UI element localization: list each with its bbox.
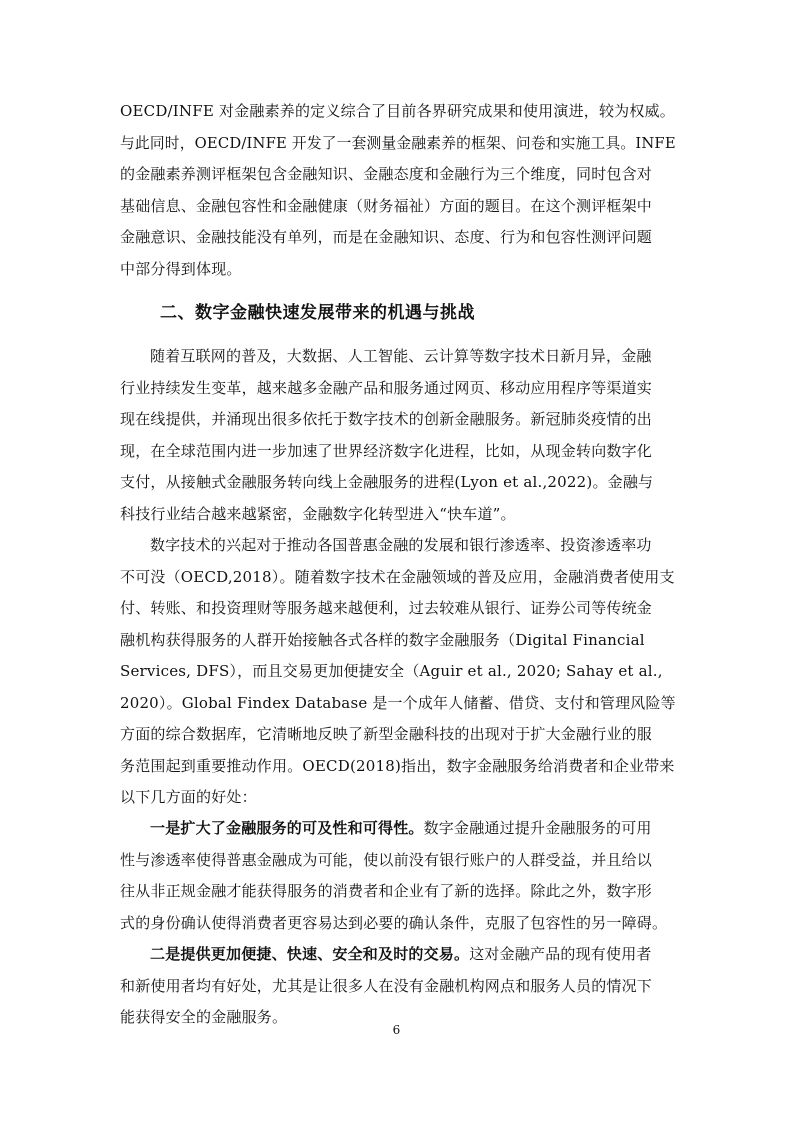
paragraph-first-line: [120, 813, 676, 845]
paragraph-line: 融机构获得服务的人群开始接触各式各样的数字金融服务（Digital Financial: [120, 630, 645, 649]
paragraph-line: 随着互联网的普及，大数据、人工智能、云计算等数字技术日新月异，金融: [150, 347, 652, 365]
paragraph-line: 中部分得到体现。: [120, 259, 242, 278]
paragraph-digital-tech-change: [120, 341, 676, 530]
paragraph-line: 的金融素养测评框架包含金融知识、金融态度和金融行为三个维度，同时包含对: [120, 165, 653, 183]
paragraph-line: 金融意识、金融技能没有单列，而是在金融知识、态度、行为和包容性测评问题: [120, 228, 653, 246]
paragraph-benefit-convenience: [120, 939, 676, 1034]
paragraph-line: 与此同时，OECD/INFE 开发了一套测量金融素养的框架、问卷和实施工具。INFE: [120, 133, 676, 152]
paragraph-line: 能获得安全的金融服务。: [120, 1008, 288, 1026]
paragraph-inclusive-finance: [120, 530, 676, 814]
paragraph-line: 式的身份确认使得消费者更容易达到必要的确认条件，克服了包容性的另一障碍。: [120, 913, 668, 932]
paragraph-line: 不可没（OECD,2018）。随着数字技术在金融领域的普及应用，金融消费者使用支: [120, 567, 675, 586]
benefit-lead-text: 一是扩大了金融服务的可及性和可得性。: [150, 819, 424, 837]
paragraph-line: 支付，从接触式金融服务转向线上金融服务的进程(Lyon et al.,2022)。金融与: [120, 473, 654, 491]
paragraph-first-line: [120, 939, 676, 971]
paragraph-line: Services, DFS），而且交易更加便捷安全（Aguir et al., 2020; Sahay et al.,: [120, 662, 663, 680]
paragraph-line: 付、转账、和投资理财等服务越来越便利，过去较难从银行、证券公司等传统金: [120, 599, 653, 617]
paragraph-line: 务范围起到重要推动作用。OECD(2018)指出，数字金融服务给消费者和企业带来: [120, 756, 675, 775]
paragraph-line: 方面的综合数据库，它清晰地反映了新型金融科技的出现对于扩大金融行业的服: [120, 725, 653, 743]
paragraph-line: 科技行业结合越来越紧密，金融数字化转型进入“快车道”。: [120, 504, 516, 523]
paragraph-line: 数字技术的兴起对于推动各国普惠金融的发展和银行渗透率、投资渗透率功: [150, 536, 652, 554]
paragraph-line: 往从非正规金融才能获得服务的消费者和企业有了新的选择。除此之外，数字形: [120, 882, 653, 900]
paragraph-line: 性与渗透率使得普惠金融成为可能，使以前没有银行账户的人群受益，并且给以: [120, 850, 653, 869]
paragraph-line: 行业持续发生变革，越来越多金融产品和服务通过网页、移动应用程序等渠道实: [120, 378, 653, 397]
paragraph-line: 现，在全球范围内进一步加速了世界经济数字化进程，比如，从现金转向数字化: [120, 441, 653, 460]
paragraph-line: 以下几方面的好处：: [120, 788, 257, 806]
paragraph-line: 现在线提供，并涌现出很多依托于数字技术的创新金融服务。新冠肺炎疫情的出: [120, 410, 653, 428]
paragraph-benefit-accessibility: [120, 813, 676, 939]
paragraph-line: 基础信息、金融包容性和金融健康（财务福祉）方面的题目。在这个测评框架中: [120, 196, 653, 215]
benefit-lead-text: 二是提供更加便捷、快速、安全和及时的交易。: [150, 945, 470, 963]
section-heading: 二、数字金融快速发展带来的机遇与挑战: [160, 303, 475, 323]
paragraph-text: 这对金融产品的现有使用者: [469, 945, 652, 963]
paragraph-infe-framework: [120, 96, 676, 285]
paragraph-text: 数字金融通过提升金融服务的可用: [423, 819, 652, 837]
page-number: 6: [392, 1023, 401, 1037]
paragraph-line: 和新使用者均有好处，尤其是让很多人在没有金融机构网点和服务人员的情况下: [120, 976, 653, 995]
paragraph-line: 2020）。Global Findex Database 是一个成年人储蓄、借贷、支付和管理风险等: [120, 693, 676, 712]
paragraph-line: OECD/INFE 对金融素养的定义综合了目前各界研究成果和使用演进，较为权威。: [120, 102, 675, 120]
